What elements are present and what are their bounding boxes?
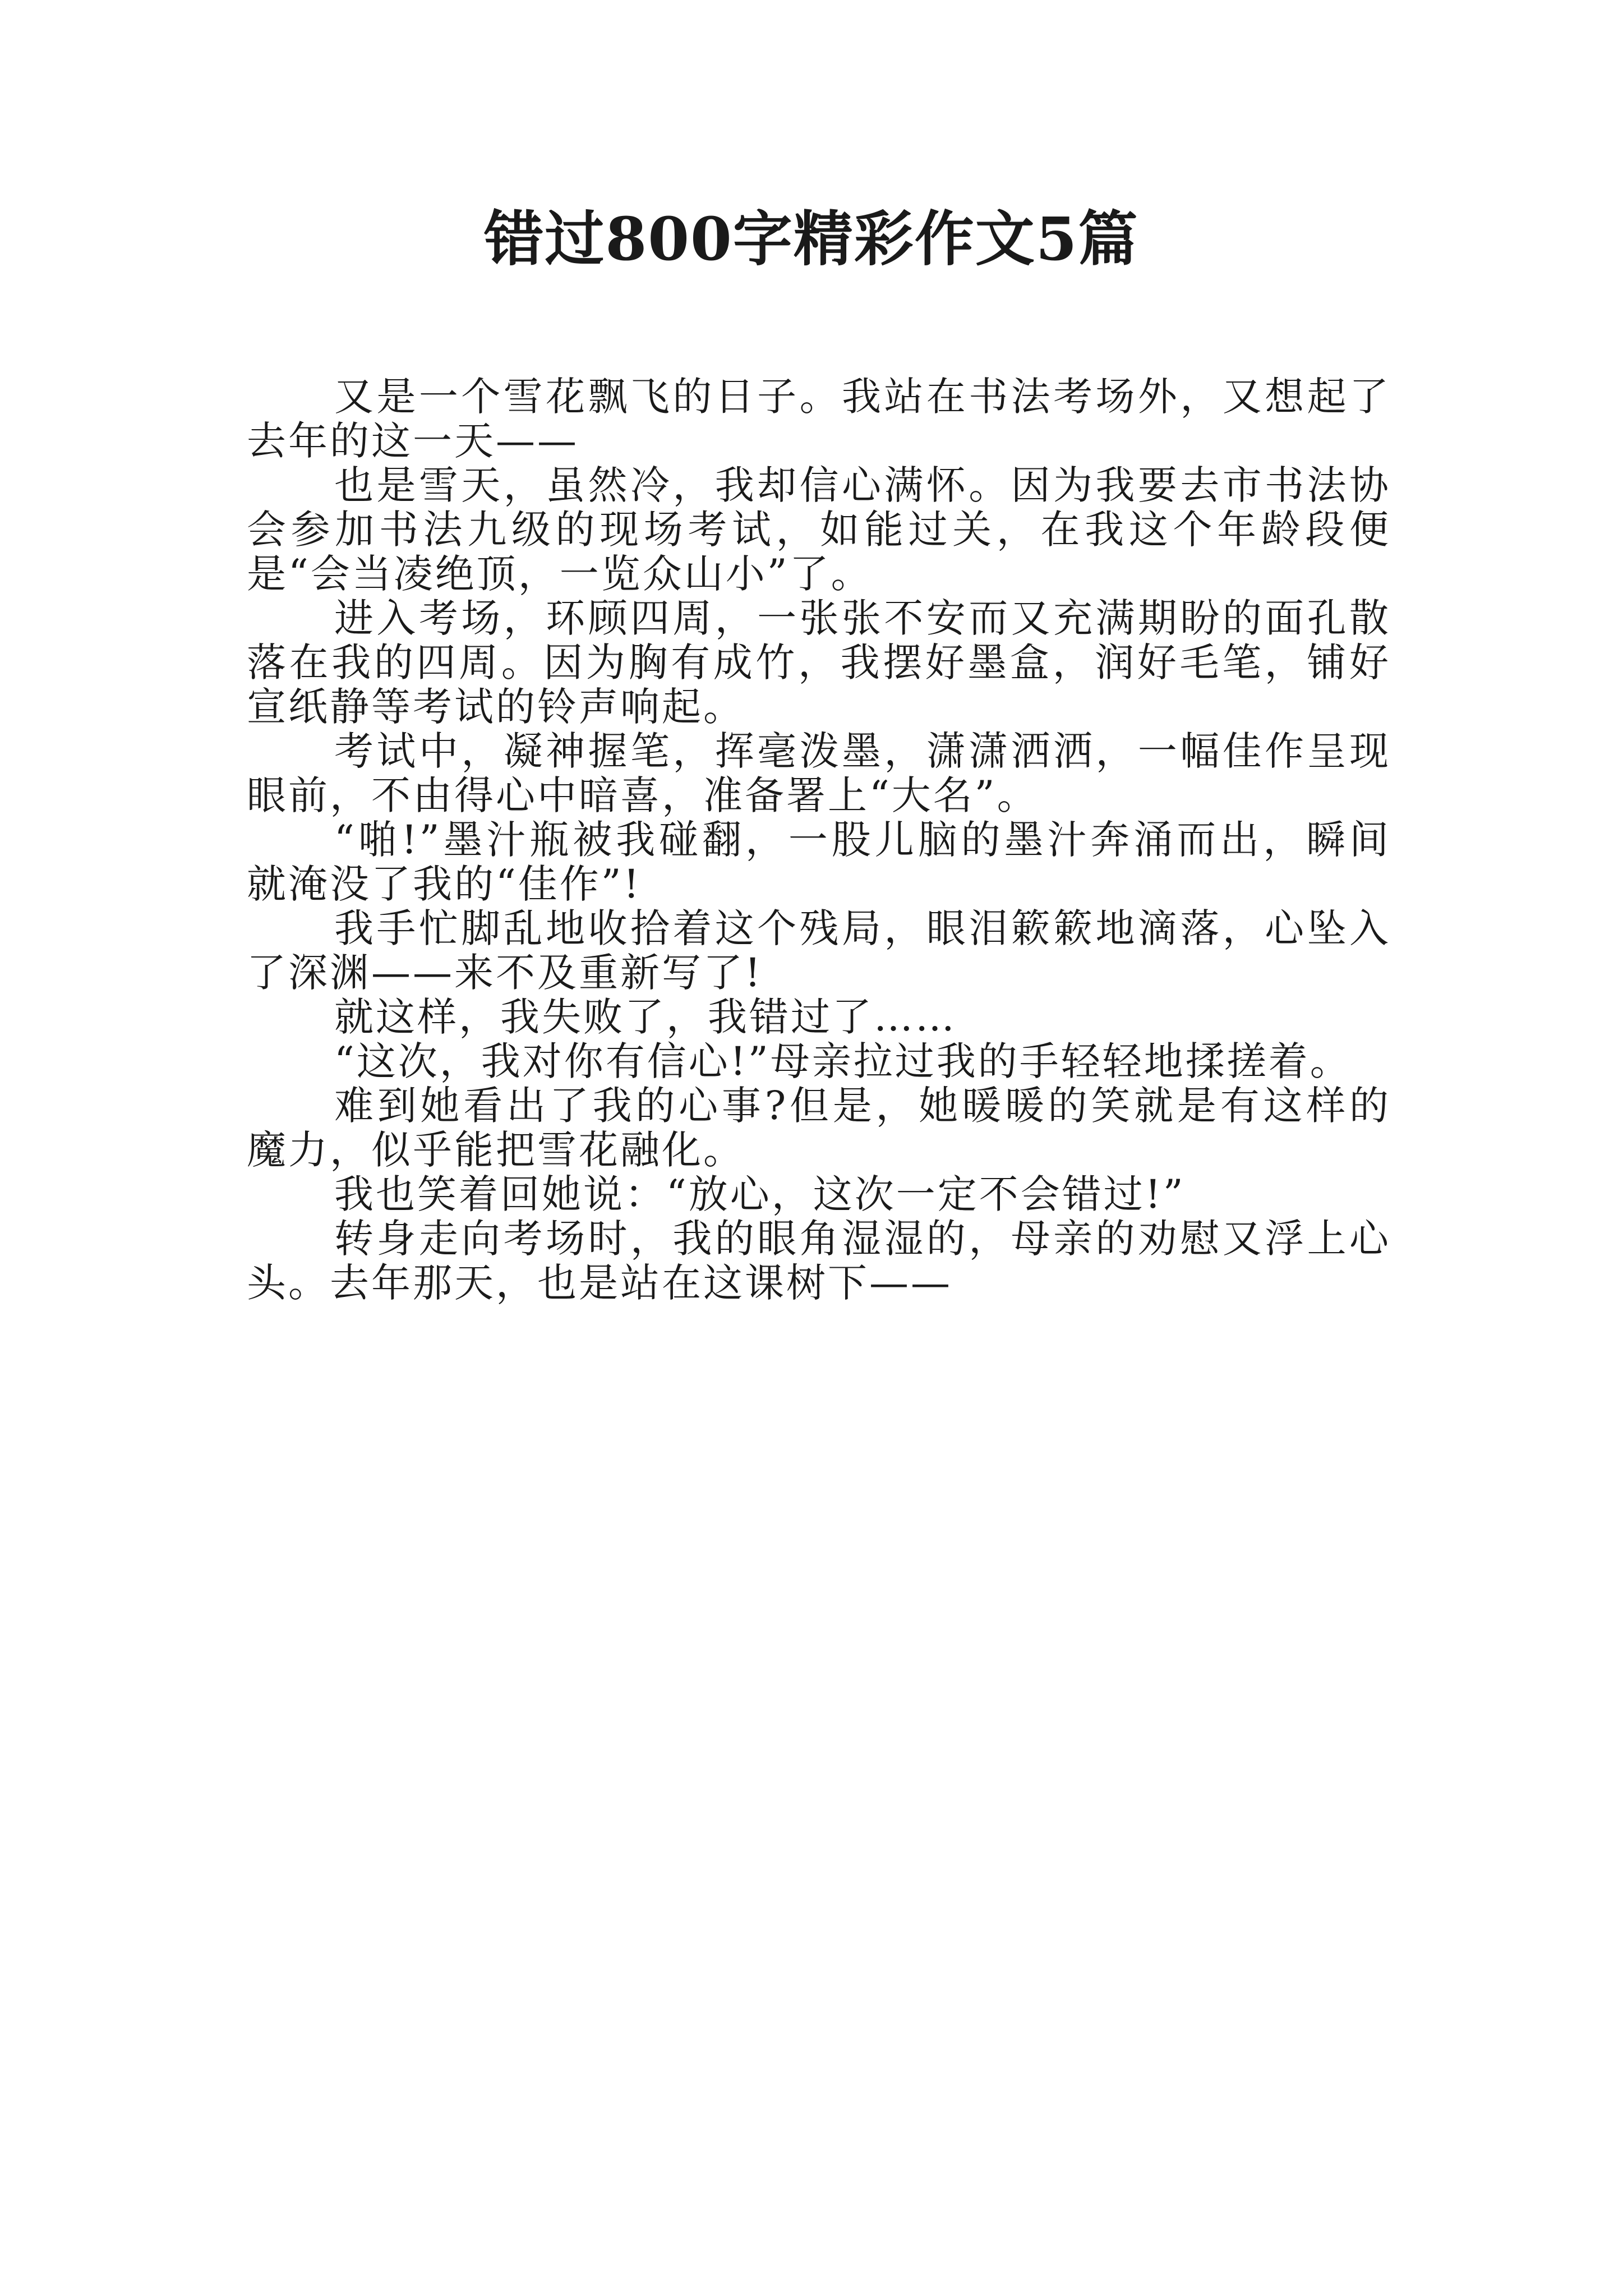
paragraph: “啪!”墨汁瓶被我碰翻，一股儿脑的墨汁奔涌而出，瞬间就淹没了我的“佳作”! (247, 817, 1391, 907)
paragraph: 转身走向考场时，我的眼角湿湿的，母亲的劝慰又浮上心头。去年那天，也是站在这课树下—— (247, 1216, 1391, 1306)
paragraph: 进入考场，环顾四周，一张张不安而又充满期盼的面孔散落在我的四周。因为胸有成竹，我摆好墨盒，润好毛笔，铺好宣纸静等考试的铃声响起。 (247, 595, 1391, 730)
paragraph: 又是一个雪花飘飞的日子。我站在书法考场外，又想起了去年的这一天—— (247, 374, 1391, 464)
paragraph: 也是雪天，虽然冷，我却信心满怀。因为我要去市书法协会参加书法九级的现场考试，如能过关，在我这个年龄段便是“会当凌绝顶，一览众山小”了。 (247, 462, 1391, 597)
paragraph: 考试中，凝神握笔，挥毫泼墨，潇潇洒洒，一幅佳作呈现眼前，不由得心中暗喜，准备署上“大名”。 (247, 728, 1391, 818)
document-title: 错过800字精彩作文5篇 (484, 204, 1139, 274)
paragraph: 我也笑着回她说：“放心，这次一定不会错过!” (334, 1171, 1186, 1217)
paragraph: 难到她看出了我的心事?但是，她暖暖的笑就是有这样的魔力，似乎能把雪花融化。 (247, 1083, 1391, 1173)
paragraph: “这次，我对你有信心!”母亲拉过我的手轻轻地揉搓着。 (334, 1038, 1352, 1084)
paragraph: 就这样，我失败了，我错过了…… (334, 994, 957, 1040)
paragraph: 我手忙脚乱地收拾着这个残局，眼泪簌簌地滴落，心坠入了深渊——来不及重新写了! (247, 905, 1391, 996)
document-body (247, 375, 1391, 1305)
